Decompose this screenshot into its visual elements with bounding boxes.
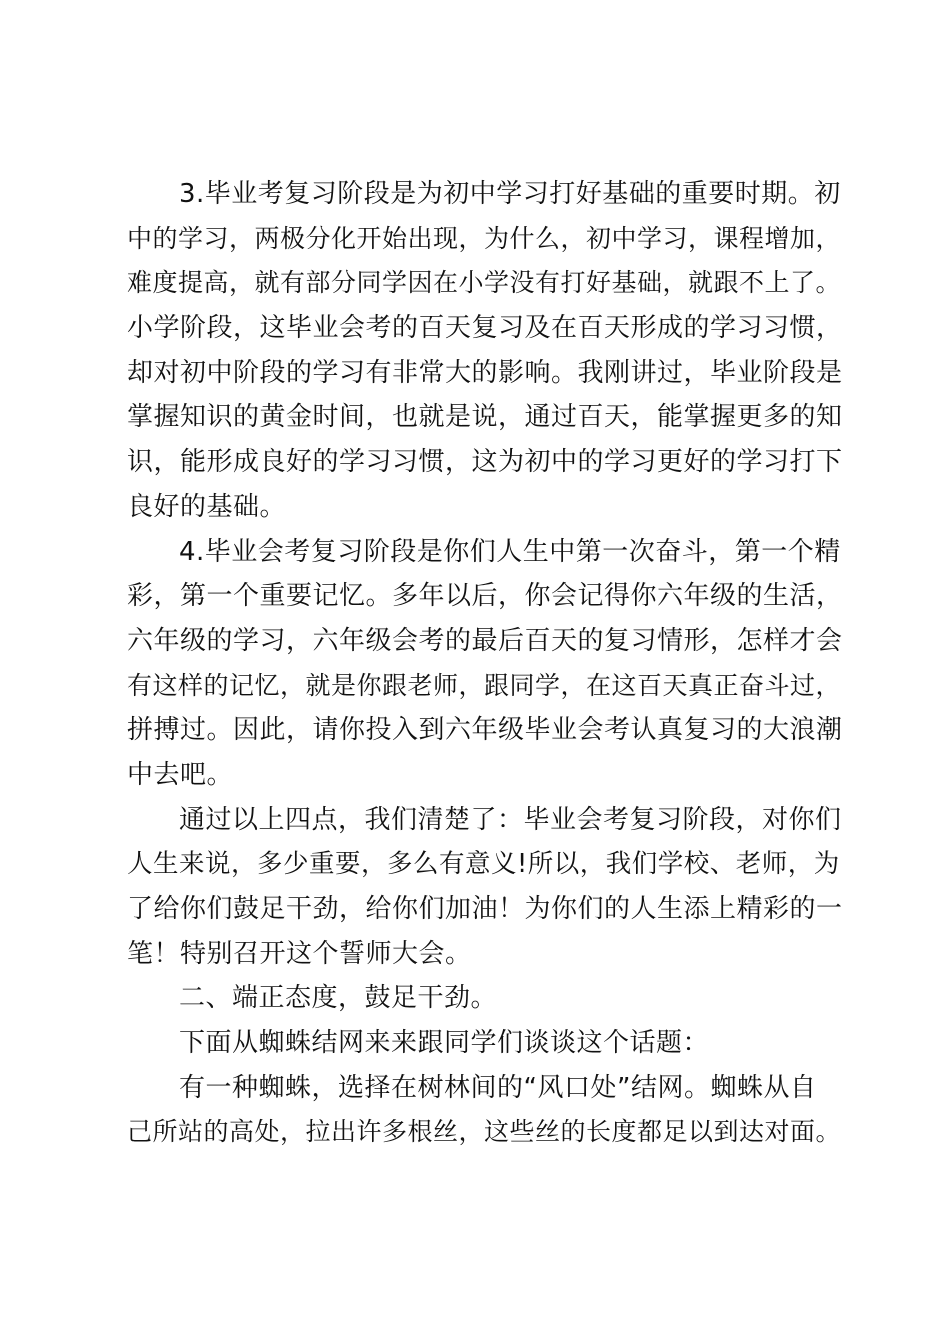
text-line: 3.毕业考复习阶段是为初中学习打好基础的重要时期。初 <box>179 179 841 209</box>
text-line: 4.毕业会考复习阶段是你们人生中第一次奋斗，第一个精 <box>179 536 841 567</box>
text-line: 却对初中阶段的学习有非常大的影响。我刚讲过，毕业阶段是 <box>127 357 843 388</box>
text-line: 识，能形成良好的学习习惯，这为初中的学习更好的学习打下 <box>127 447 843 478</box>
text-line: 有一种蜘蛛，选择在树林间的“风口处”结网。蜘蛛从自 <box>179 1072 817 1103</box>
text-line: 六年级的学习，六年级会考的最后百天的复习情形，怎样才会 <box>127 625 843 656</box>
section-heading: 二、端正态度，鼓足干劲。 <box>179 983 498 1014</box>
text-line: 良好的基础。 <box>127 491 287 522</box>
text-line: 中去吧。 <box>127 759 234 790</box>
text-line: 人生来说，多少重要，多么有意义!所以，我们学校、老师，为 <box>127 849 840 880</box>
text-line: 掌握知识的黄金时间，也就是说，通过百天，能掌握更多的知 <box>127 402 843 433</box>
text-line: 己所站的高处，拉出许多根丝，这些丝的长度都足以到达对面。 <box>127 1117 842 1147</box>
text-line: 彩，第一个重要记忆。多年以后，你会记得你六年级的生活， <box>127 581 843 612</box>
document-body <box>127 172 851 1155</box>
text-line: 了给你们鼓足干劲，给你们加油！为你们的人生添上精彩的一 <box>127 894 843 924</box>
text-line: 通过以上四点，我们清楚了：毕业会考复习阶段，对你们 <box>179 804 842 835</box>
text-line: 笔！特别召开这个誓师大会。 <box>127 938 472 969</box>
text-line: 有这样的记忆，就是你跟老师，跟同学，在这百天真正奋斗过， <box>127 670 842 700</box>
text-line: 下面从蜘蛛结网来来跟同学们谈谈这个话题： <box>179 1028 710 1059</box>
text-line: 难度提高，就有部分同学因在小学没有打好基础，就跟不上了。 <box>127 268 842 298</box>
text-line: 拼搏过。因此，请你投入到六年级毕业会考认真复习的大浪潮 <box>127 715 843 746</box>
text-line: 中的学习，两极分化开始出现，为什么，初中学习，课程增加， <box>127 223 842 253</box>
text-line: 小学阶段，这毕业会考的百天复习及在百天形成的学习习惯， <box>127 313 843 344</box>
